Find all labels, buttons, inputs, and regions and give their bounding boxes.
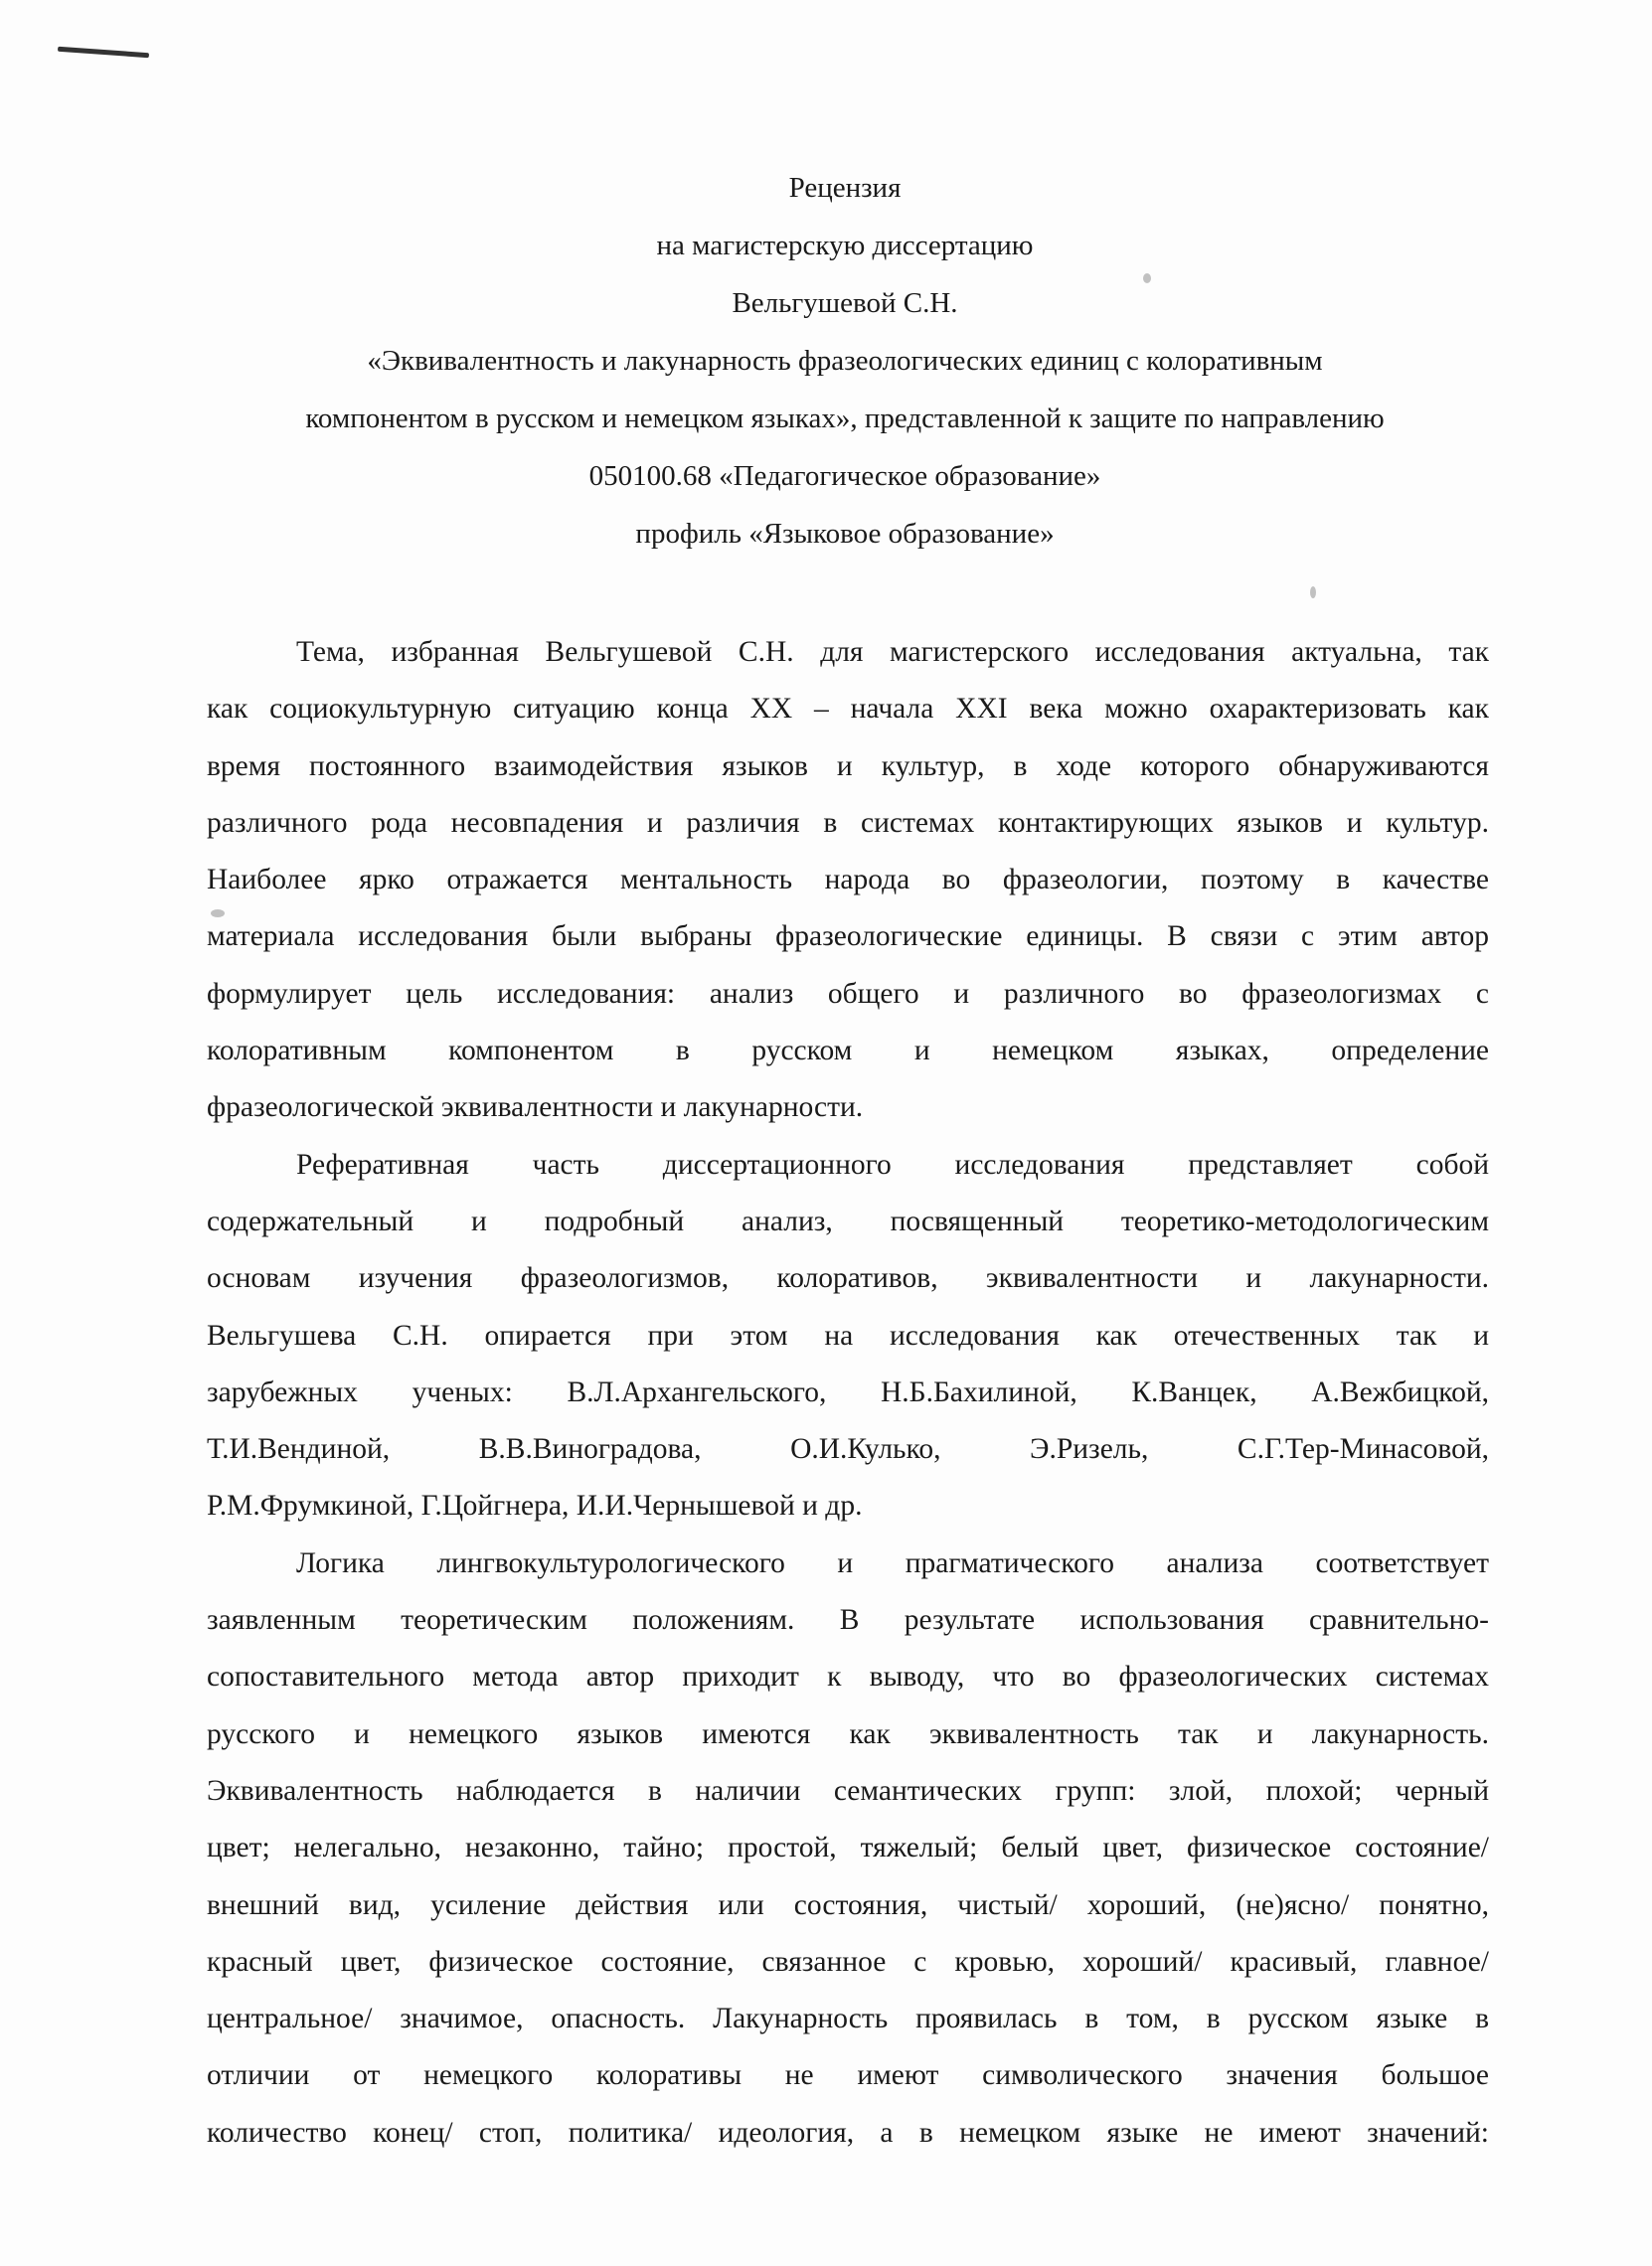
- text-line: внешний вид, усиление действия или состояния, чистый/ хороший, (не)ясно/ понятно,: [207, 1888, 1489, 1921]
- text-line: отличии от немецкого колоративы не имеют символического значения большое: [207, 2059, 1489, 2092]
- title-line: Вельгушевой С.Н.: [732, 287, 958, 319]
- text-line: красный цвет, физическое состояние, связанное с кровью, хороший/ красивый, главное/: [207, 1945, 1489, 1978]
- title-line: Рецензия: [788, 172, 902, 204]
- paragraph: [207, 1137, 1489, 1536]
- title-line: профиль «Языковое образование»: [635, 518, 1055, 550]
- text-line: сопоставительного метода автор приходит к выводу, что во фразеологических системах: [207, 1661, 1489, 1694]
- text-line: Эквивалентность наблюдается в наличии семантических групп: злой, плохой; черный: [207, 1774, 1489, 1807]
- text-line: Т.И.Вендиной, В.В.Виноградова, О.И.Кулько, Э.Ризель, С.Г.Тер-Минасовой,: [207, 1433, 1489, 1466]
- title-line: 050100.68 «Педагогическое образование»: [588, 460, 1101, 492]
- text-line: различного рода несовпадения и различия в системах контактирующих языков и культур.: [207, 806, 1489, 839]
- title-line: на магистерскую диссертацию: [656, 230, 1034, 261]
- text-line: фразеологической эквивалентности и лакунарности.: [207, 1091, 864, 1124]
- text-line: содержательный и подробный анализ, посвященный теоретико-методологическим: [207, 1205, 1489, 1237]
- text-line: Вельгушева С.Н. опирается при этом на исследования как отечественных так и: [207, 1319, 1489, 1352]
- text-line: количество конец/ стоп, политика/ идеология, а в немецком языке не имеют значений:: [207, 2116, 1489, 2149]
- text-line: Р.М.Фрумкиной, Г.Цойгнера, И.И.Чернышевой и др.: [207, 1490, 863, 1523]
- title-line: «Эквивалентность и лакунарность фразеологических единиц с колоративным: [367, 345, 1323, 377]
- text-line: Тема, избранная Вельгушевой С.Н. для магистерского исследования актуальна, так: [296, 636, 1489, 668]
- text-line: цвет; нелегально, незаконно, тайно; простой, тяжелый; белый цвет, физическое состояние/: [207, 1832, 1489, 1864]
- document-body: [207, 624, 1489, 2162]
- scan-mark: [58, 47, 149, 58]
- text-line: время постоянного взаимодействия языков и культур, в ходе которого обнаруживаются: [207, 749, 1489, 782]
- text-line: как социокультурную ситуацию конца XX – начала XXI века можно охарактеризовать как: [207, 693, 1489, 726]
- text-line: колоративным компонентом в русском и немецком языках, определение: [207, 1035, 1489, 1067]
- text-line: русского и немецкого языков имеются как эквивалентность так и лакунарность.: [207, 1717, 1489, 1750]
- text-line: Реферативная часть диссертационного исследования представляет собой: [296, 1148, 1489, 1181]
- document-title: [179, 159, 1511, 563]
- text-line: заявленным теоретическим положениям. В результате использования сравнительно-: [207, 1604, 1489, 1637]
- text-line: центральное/ значимое, опасность. Лакунарность проявилась в том, в русском языке в: [207, 2003, 1489, 2035]
- scan-speck: [1310, 586, 1316, 598]
- text-line: материала исследования были выбраны фразеологические единицы. В связи с этим автор: [207, 920, 1489, 953]
- text-line: Наиболее ярко отражается ментальность народа во фразеологии, поэтому в качестве: [207, 864, 1489, 896]
- text-line: формулирует цель исследования: анализ общего и различного во фразеологизмах с: [207, 977, 1489, 1010]
- text-line: основам изучения фразеологизмов, колоративов, эквивалентности и лакунарности.: [207, 1262, 1489, 1295]
- text-line: Логика лингвокультурологического и прагматического анализа соответствует: [296, 1546, 1489, 1579]
- text-line: зарубежных ученых: В.Л.Архангельского, Н.Б.Бахилиной, К.Ванцек, А.Вежбицкой,: [207, 1376, 1489, 1408]
- paragraph: [207, 1536, 1489, 2162]
- title-line: компонентом в русском и немецком языках», представленной к защите по направлению: [305, 403, 1385, 434]
- paragraph: [207, 624, 1489, 1137]
